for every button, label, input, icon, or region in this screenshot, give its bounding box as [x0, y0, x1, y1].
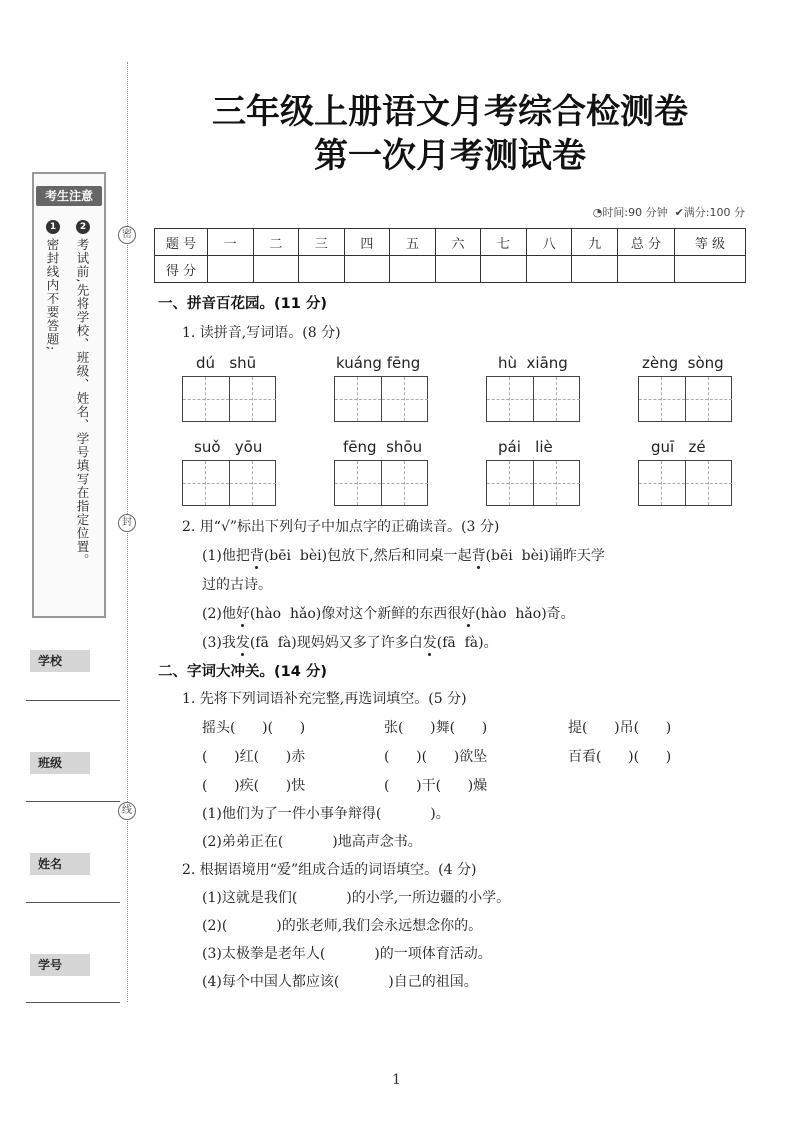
score-table: [154, 228, 746, 283]
student-id-line[interactable]: [26, 1002, 120, 1003]
word-fill-item[interactable]: ( )干( )燥: [384, 778, 488, 794]
score-cell[interactable]: [208, 256, 254, 283]
q2-sentence-3: (3)我发(fā fà)现妈妈又多了许多白发(fā fà)。: [202, 632, 498, 652]
section-2-heading: 二、字词大冲关。(14 分): [158, 664, 327, 680]
score-cell[interactable]: [481, 256, 527, 283]
score-cell[interactable]: [618, 256, 675, 283]
seal-xian: 线: [118, 802, 136, 820]
ai-fill-sentence-3[interactable]: (3)太极拳是老年人( )的一项体育活动。: [202, 946, 492, 962]
exam-time: 时间:90 分钟: [602, 206, 668, 219]
score-header-cell: 一: [208, 229, 254, 256]
name-line[interactable]: [26, 902, 120, 903]
score-cell[interactable]: [572, 256, 618, 283]
question-1-2: 2. 用“√”标出下列句子中加点字的正确读音。(3 分): [182, 519, 500, 535]
score-header-cell: 二: [253, 229, 299, 256]
score-cell[interactable]: [344, 256, 390, 283]
fill-sentence-1[interactable]: (1)他们为了一件小事争辩得( )。: [202, 806, 450, 822]
score-header-cell: 八: [526, 229, 572, 256]
score-cell[interactable]: [390, 256, 436, 283]
pinyin-label: zèng sòng: [642, 354, 724, 372]
score-header-cell: 六: [435, 229, 481, 256]
seal-mi: 密: [118, 226, 136, 244]
score-row-label: 得 分: [155, 256, 208, 283]
score-header-cell: 九: [572, 229, 618, 256]
writing-box[interactable]: [182, 460, 276, 506]
writing-box[interactable]: [182, 376, 276, 422]
notice-title: 考生注意: [36, 186, 102, 206]
score-header-cell: 三: [299, 229, 345, 256]
score-cell[interactable]: [299, 256, 345, 283]
note-number-2: 2: [76, 220, 90, 234]
fill-sentence-2[interactable]: (2)弟弟正在( )地高声念书。: [202, 834, 422, 850]
school-line[interactable]: [26, 700, 120, 701]
ai-fill-sentence-2[interactable]: (2)( )的张老师,我们会永远想念你的。: [202, 918, 483, 934]
pinyin-label: fēng shōu: [343, 438, 423, 456]
score-table-row: [155, 256, 746, 283]
student-id-label: 学号: [30, 954, 90, 976]
pinyin-label: dú shū: [196, 354, 257, 372]
clock-icon: ◔: [592, 206, 603, 219]
score-header-cell: 题 号: [155, 229, 208, 256]
writing-box[interactable]: [486, 460, 580, 506]
pinyin-label: pái liè: [498, 438, 553, 456]
check-icon: ✔: [674, 206, 684, 219]
name-label: 姓名: [30, 853, 90, 875]
note-number-1: 1: [46, 220, 60, 234]
pinyin-label: hù xiāng: [498, 354, 568, 372]
seal-line: [127, 62, 128, 1002]
q2-sentence-2: (2)他好(hào hǎo)像对这个新鲜的东西很好(hào hǎo)奇。: [202, 603, 575, 623]
word-fill-item[interactable]: ( )红( )赤: [202, 749, 306, 765]
word-fill-item[interactable]: 百看( )( ): [568, 749, 672, 765]
writing-box[interactable]: [334, 460, 428, 506]
word-fill-item[interactable]: 摇头( )( ): [202, 720, 306, 736]
class-line[interactable]: [26, 801, 120, 802]
pinyin-label: suǒ yōu: [194, 438, 263, 456]
word-fill-item[interactable]: 张( )舞( ): [384, 720, 488, 736]
seal-feng: 封: [118, 514, 136, 532]
pinyin-label: guī zé: [651, 438, 706, 456]
title-line-1: 三年级上册语文月考综合检测卷: [212, 92, 688, 132]
class-label: 班级: [30, 752, 90, 774]
score-cell[interactable]: [526, 256, 572, 283]
writing-box[interactable]: [638, 376, 732, 422]
score-header-cell: 四: [344, 229, 390, 256]
title-line-2: 第一次月考测试卷: [314, 136, 586, 176]
score-cell[interactable]: [253, 256, 299, 283]
exam-info: [593, 204, 745, 220]
score-header-cell: 七: [481, 229, 527, 256]
writing-box[interactable]: [638, 460, 732, 506]
ai-fill-sentence-1[interactable]: (1)这就是我们( )的小学,一所边疆的小学。: [202, 890, 511, 906]
question-1-1: 1. 读拼音,写词语。(8 分): [182, 325, 341, 341]
page-number: 1: [392, 1072, 401, 1088]
writing-box[interactable]: [334, 376, 428, 422]
score-header-cell: 等 级: [675, 229, 746, 256]
score-cell[interactable]: [675, 256, 746, 283]
q2-sentence-1-cont: 过的古诗。: [202, 577, 272, 593]
question-2-2: 2. 根据语境用“爱”组成合适的词语填空。(4 分): [182, 862, 477, 878]
score-cell[interactable]: [435, 256, 481, 283]
q2-sentence-1: (1)他把背(bēi bèi)包放下,然后和同桌一起背(bēi bèi)诵昨天学: [202, 545, 605, 565]
notice-text-1: 密封线内不要答题;: [45, 238, 60, 352]
writing-box[interactable]: [486, 376, 580, 422]
word-fill-item[interactable]: ( )( )欲坠: [384, 749, 488, 765]
pinyin-label: kuáng fēng: [336, 354, 421, 372]
word-fill-item[interactable]: 提( )吊( ): [568, 720, 672, 736]
score-header-cell: 总 分: [618, 229, 675, 256]
section-1-heading: 一、拼音百花园。(11 分): [158, 296, 327, 312]
question-2-1: 1. 先将下列词语补充完整,再选词填空。(5 分): [182, 691, 467, 707]
score-table-header-row: [155, 229, 746, 256]
school-label: 学校: [30, 650, 90, 672]
score-header-cell: 五: [390, 229, 436, 256]
word-fill-item[interactable]: ( )疾( )快: [202, 778, 306, 794]
notice-text-2: 考试前,先将学校、班级、姓名、学号填写在指定位置。: [75, 238, 90, 567]
exam-full-score: 满分:100 分: [683, 206, 745, 219]
ai-fill-sentence-4[interactable]: (4)每个中国人都应该( )自己的祖国。: [202, 974, 478, 990]
